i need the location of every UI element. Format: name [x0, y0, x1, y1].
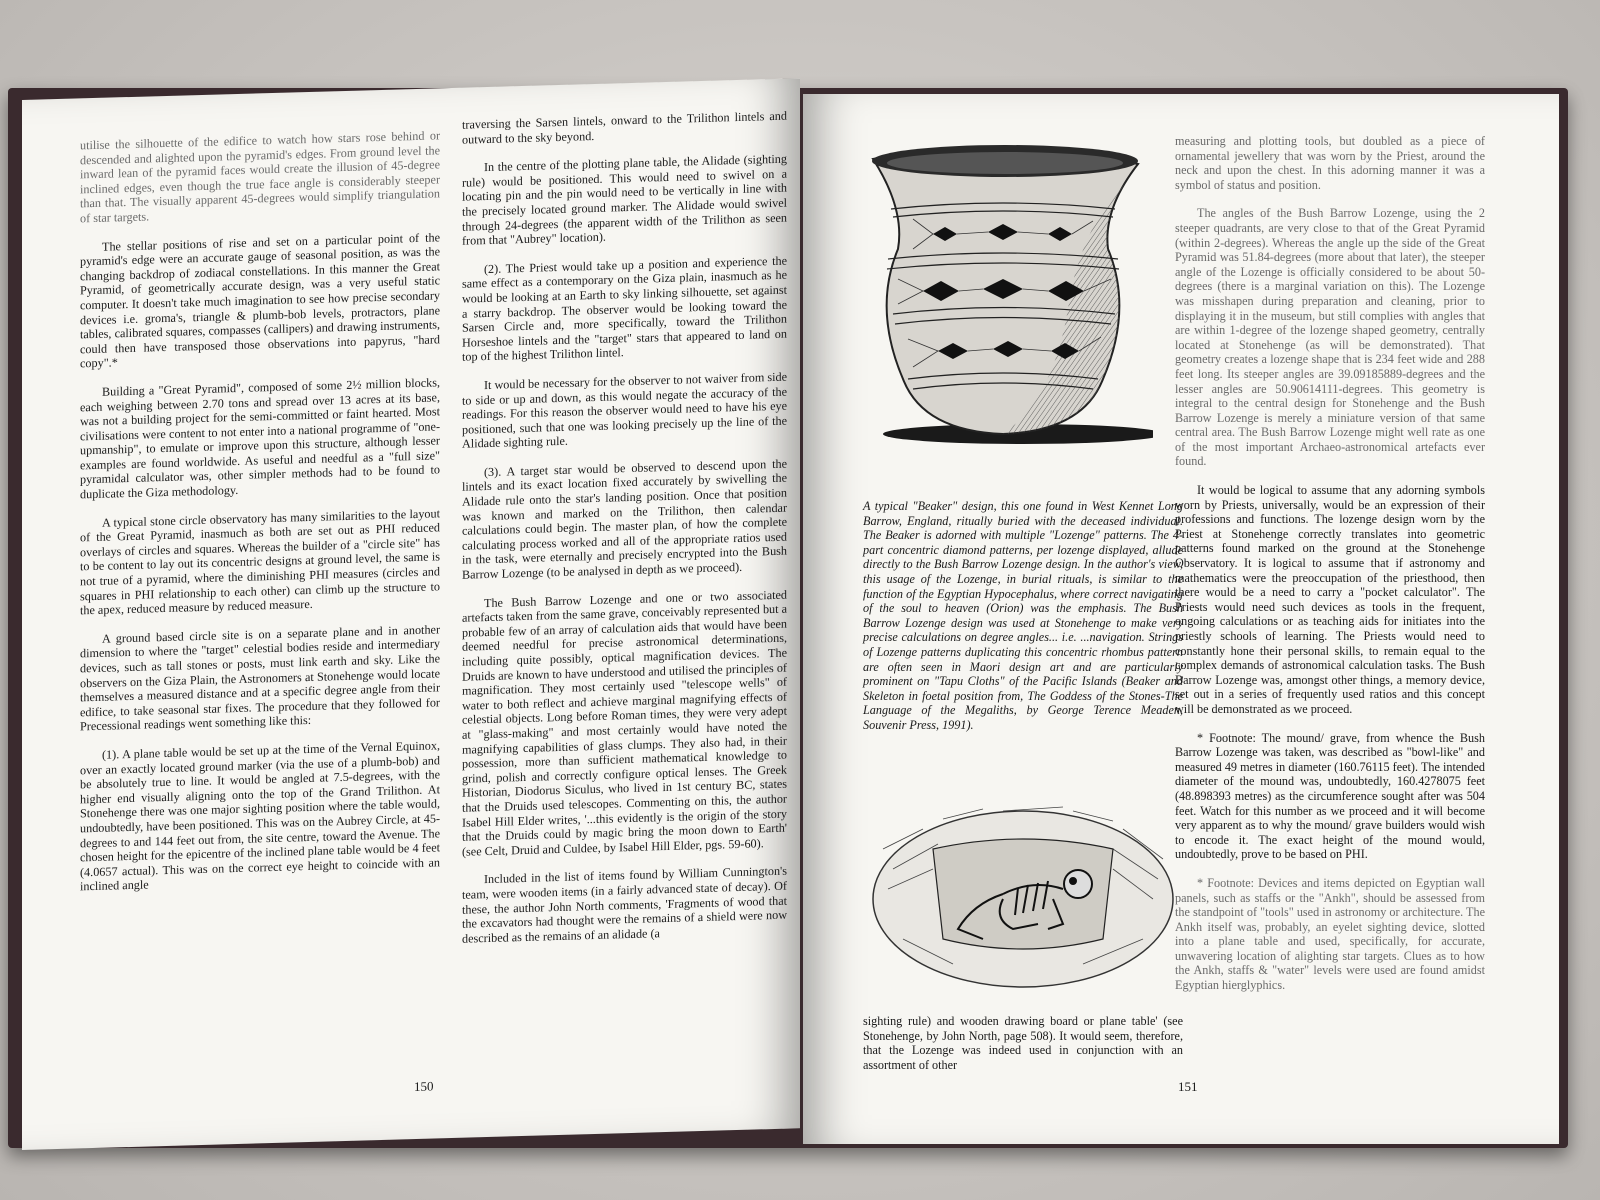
beaker-illustration	[853, 139, 1153, 444]
page-151	[803, 94, 1559, 1144]
left-column-2	[462, 109, 787, 960]
right-column-1-bottom	[863, 1014, 1183, 1086]
footnote: * Footnote: The mound/ grave, from whence the Bush Barrow Lozenge was taken, was described as "bowl-like" and measured 49 metres in diameter (160.76115 feet). The intended diameter of the mound was, undoubtedly, 160.4278075 feet (48.898393 metres) as the circumference sought after was 504 feet. Watch for this number as we proceed and it will become very apparent as to why the mound/ grave builders would wish to encode it. The exact height of the mound would, undoubtedly, prove to be based on PHI.	[1175, 730, 1485, 862]
page-number: 151	[1178, 1079, 1198, 1094]
paragraph: (3). A target star would be observed to descend upon the lintels and its exact location fixed accurately by swivelling the Alidade rule onto the star's landing position. Once that position was known and marked on the Trilithon, then calendar calculations could begin. The master plan, of how the complete calculating process worked and all of the appropriate ratios used in the task, were eternally and precisely encrypted into the Bush Barrow Lozenge (to be analysed in depth as we proceed).	[462, 456, 787, 582]
beaker-caption: A typical "Beaker" design, this one found in West Kennet Long Barrow, England, ritually buried with the deceased individual. The Beaker is adorned with multiple "Lozenge" patterns. The 4-part concentric diamond patterns, per lozenge displayed, allude directly to the Bush Barrow Lozenge design. In the author's view, this usage of the Lozenge, in burial rituals, is similar to the function of the Egyptian Hypocephalus, where correct navigating of the soul to heaven (Orion) was the emphasis. The Bush Barrow Lozenge design was used at Stonehenge to make very precise calculations on degree angles... i.e. ...navigation. Strings of Lozenge patterns duplicating this concentric rhombus pattern are often seen in Maori design art and are particularly prominent on "Tapu Cloths" of the Pacific Islands (Beaker and Skeleton in foetal position from, The Goddess of the Stones-The Language of the Megaliths, by George Terence Meaden, Souvenir Press, 1991).	[863, 499, 1183, 732]
paragraph: The Bush Barrow Lozenge and one or two associated artefacts taken from the same grave, conceivably represented but a probable few of an array of calculation aids that would have been deemed needful for precise astronomical determinations, including quite possibly, optical magnification devices. The Druids are known to have understood and utilised the principles of magnification. They most certainly used "telescope wells" of water to both reflect and achieve marginal magnifying effects of celestial objects. Long before Roman times, they were very adept at "glass-making" and most certainly would have noted the magnifying capabilities of glass clumps. They also had, in their possession, more than sufficient mathematical knowledge to grind, polish and correctly configure optical lenses. The Greek Historian, Diodorus Siculus, who lived in 1st century BC, states that the Druids used telescopes. Commenting on this, the author Isabel Hill Elder writes, '...this evidently is the origin of the story that the Druids could by magic bring the moon down to Earth' (see Celt, Druid and Culdee, by Isabel Hill Elder, pgs. 59-60).	[462, 587, 787, 859]
page-number: 150	[414, 1078, 434, 1095]
paragraph: A ground based circle site is on a separate plane and in another dimension to where the "target" celestial bodies reside and intermediary devices, such as tall stones or posts, must link earth and sky. Like the observers on the Giza Plain, the Astronomers at Stonehenge would locate themselves a measured distance and at a specific degree angle from their edifice, to take seasonal star fixes. The procedure that they followed for Precessional readings went something like this:	[80, 622, 440, 734]
paragraph: In the centre of the plotting plane table, the Alidade (sighting rule) would be positioned. This would need to swivel on a locating pin and the pin would need to be vertically in line with the precisely located ground marker. The Alidade would swivel through 24-degrees (the apparent width of the Trilithon as seen from that "Aubrey" location).	[462, 151, 787, 248]
left-column-1	[80, 128, 440, 908]
paragraph: Building a "Great Pyramid", composed of some 2½ million blocks, each weighing between 2.70 tons and spread over 13 acres at its base, was not a building project for the semi-committed or faint hearted. Most civilisations were content to not enter into a national programme of "one-upmanship", to emulate or improve upon this structure, although lesser examples are found worldwide. As useful and needful as a "full size" pyramidal calculator was, other simpler methods had to be found to duplicate the Giza methodology.	[80, 375, 440, 502]
footnote: * Footnote: Devices and items depicted on Egyptian wall panels, such as staffs or the "Ankh", should be assessed from the standpoint of "tools" used in astronomy or architecture. The Ankh itself was, probably, an eyelet sighting device, slotted into a plane table and used, specifically, for accurate, unwavering location of alighting star targets. Clues as to how the Ankh, staffs & "water" levels were used are found amidst Egyptian hierglyphics.	[1175, 875, 1485, 993]
right-column-2	[1175, 134, 1485, 1007]
paragraph: (1). A plane table would be set up at the time of the Vernal Equinox, over an exactly located ground marker (via the use of a plumb-bob) and be absolutely true to line. It would be angled at 7.5-degrees, with the higher end visually aligning onto the top of the Grand Trilithon. At Stonehenge there was one major sighting position where the table would, undoubtedly, have been positioned. This was on the Aubrey Circle, at 45-degrees to and 144 feet out from, the site centre, toward the Avenue. The chosen height for the epicentre of the inclined plane table would be 4 feet (4.0657 actual). This was on the correct eye height to coincide with an inclined angle	[80, 738, 440, 894]
paragraph: measuring and plotting tools, but doubled as a piece of ornamental jewellery that was worn by the Priest, around the neck and upon the chest. In this adorning manner it was a symbol of status and position.	[1175, 134, 1485, 192]
paragraph: The angles of the Bush Barrow Lozenge, using the 2 steeper quadrants, are very close to that of the Great Pyramid (within 2-degrees). Whereas the angle up the side of the Great Pyramid was 51.84-degrees (more about that later), the steeper angle of the Lozenge is officially considered to be about 50-degrees (there is a marginal variation on this). The Lozenge was misshapen during preparation and cleaning, prior to displaying it in the museum, but still complies with angles that are within 1-degree of the lozenge shaped geometry, centrally located at Stonehenge (as will be demonstrated). That geometry creates a lozenge shape that is 234 feet wide and 288 feet long. Its steeper angles are 39.09185889-degrees and the lesser angles are 50.90614111-degrees. This geometry is integral to the central design for Stonehenge and the Bush Barrow Lozenge is merely a miniature version of that same central area. The Bush Barrow Lozenge might well rate as one of the most important Archaeo-astronomical artefacts ever found.	[1175, 206, 1485, 469]
skeleton-burial-illustration	[863, 789, 1183, 994]
paragraph: (2). The Priest would take up a position and experience the same effect as a contemporary on the Giza plain, inasmuch as he would be looking at an Earth to sky linking silhouette, set against a starry backdrop. The observer would be looking toward the Sarsen Circle and, more specifically, toward the Trilithon Horseshoe lintels and the "target" stars that appeared to land on top of the highest Trilithon lintel.	[462, 253, 787, 365]
paragraph: sighting rule) and wooden drawing board or plane table' (see Stonehenge, by John North, page 508). It would seem, therefore, that the Lozenge was indeed used in conjunction with an assortment of other	[863, 1014, 1183, 1072]
paragraph: The stellar positions of rise and set on a particular point of the pyramid's edge were an accurate gauge of seasonal position, as was the changing backdrop of zodiacal constellations. In this manner the Great Pyramid, of geometrically accurate design, was a very useful static computer. It doesn't take much imagination to see how precise secondary devices i.e. groma's, triangle & plumb-bob levels, protractors, plane tables, calibrated squares, compasses (callipers) and drawing instruments, could then have transposed those observations into papyrus, "hard copy".*	[80, 229, 440, 371]
page-150	[22, 78, 800, 1150]
paragraph: utilise the silhouette of the edifice to watch how stars rose behind or descended and alighted upon the pyramid's edges. From ground level the inward lean of the pyramid faces would create the illusion of 45-degree inclined edges, even though the true face angle is considerably steeper than that. The visually apparent 45-degrees would simplify triangulation of star targets.	[80, 128, 440, 226]
paragraph: Included in the list of items found by William Cunnington's team, were wooden items (in a fairly advanced state of decay). Of these, the author John North comments, 'Fragments of wood that the excavators had thought were the remains of a shield were now described as the remains of an alidade (a	[462, 863, 787, 946]
paragraph: traversing the Sarsen lintels, onward to the Trilithon lintels and outward to the sky beyond.	[462, 108, 787, 147]
paragraph: A typical stone circle observatory has many similarities to the layout of the Great Pyramid, inasmuch as both are set out as PHI reduced overlays of circles and squares. Whereas the builder of a "circle site" has to be content to lay out its concentric designs at ground level, the same is not true of a pyramid, where the diminishing PHI measures (circles and squares in PHI relationship to each other) can climb up the structure to the apex, reduced measure by reduced measure.	[80, 505, 440, 618]
paragraph: It would be logical to assume that any adorning symbols worn by Priests, universally, would be an expression of their professions and functions. The lozenge design worn by the Priest at Stonehenge correctly translates into geometric patterns found marked on the ground at the Stonehenge Observatory. It is logical to assume that if astronomy and mathematics were the preoccupation of the priesthood, then there would be a need to carry a "pocket calculator". The Priests would need such devices as tools in the frequent, ongoing calculations or as teaching aids for initiates into the priestly schools of learning. The Priests would need to constantly hone their personal skills, to remain equal to the complex demands of astronomical calculation tasks. The Bush Barrow Lozenge was, amongst other things, a memory device, set out in a series of frequently used ratios and this concept will be demonstrated as we proceed.	[1175, 483, 1485, 716]
paragraph: It would be necessary for the observer to not waiver from side to side or up and down, as this would negate the accuracy of the readings. For this reason the observer would need to have his eye positioned, such that one was looking precisely up the line of the Alidade sighting rule.	[462, 369, 787, 451]
